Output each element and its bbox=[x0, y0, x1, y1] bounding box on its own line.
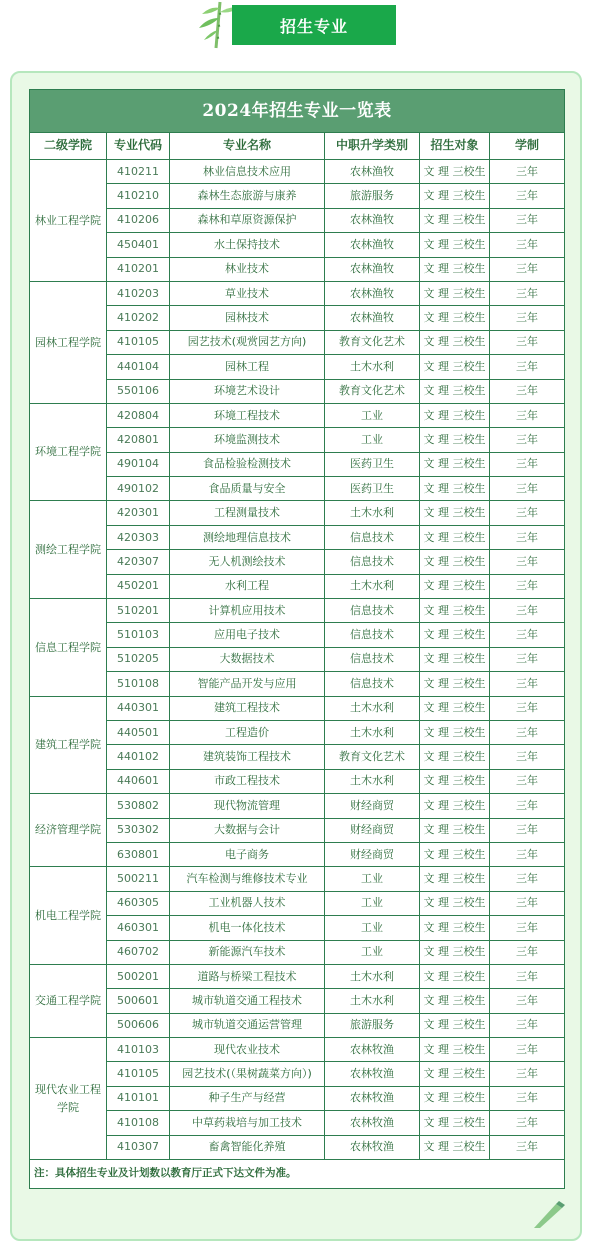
duration: 三年 bbox=[490, 550, 565, 574]
major-name: 城市轨道交通运营管理 bbox=[170, 1013, 325, 1037]
major-name: 环境工程技术 bbox=[170, 403, 325, 427]
duration: 三年 bbox=[490, 696, 565, 720]
table-row bbox=[30, 867, 565, 891]
category: 农林牧渔 bbox=[325, 1111, 420, 1135]
table-row bbox=[30, 501, 565, 525]
college-name: 经济管理学院 bbox=[30, 794, 107, 867]
target: 文 理 三校生 bbox=[420, 403, 490, 427]
duration: 三年 bbox=[490, 672, 565, 696]
major-code: 420801 bbox=[107, 428, 170, 452]
major-name: 工程测量技术 bbox=[170, 501, 325, 525]
table-row bbox=[30, 233, 565, 257]
target: 文 理 三校生 bbox=[420, 867, 490, 891]
table-row bbox=[30, 745, 565, 769]
category: 信息技术 bbox=[325, 550, 420, 574]
table-row bbox=[30, 428, 565, 452]
table-row bbox=[30, 818, 565, 842]
major-code: 440501 bbox=[107, 720, 170, 744]
target: 文 理 三校生 bbox=[420, 1086, 490, 1110]
duration: 三年 bbox=[490, 306, 565, 330]
duration: 三年 bbox=[490, 1013, 565, 1037]
target: 文 理 三校生 bbox=[420, 1013, 490, 1037]
category: 信息技术 bbox=[325, 623, 420, 647]
major-name: 森林生态旅游与康养 bbox=[170, 184, 325, 208]
duration: 三年 bbox=[490, 964, 565, 988]
category: 工业 bbox=[325, 916, 420, 940]
major-code: 450201 bbox=[107, 574, 170, 598]
category: 土木水利 bbox=[325, 696, 420, 720]
duration: 三年 bbox=[490, 355, 565, 379]
major-code: 460301 bbox=[107, 916, 170, 940]
major-name: 大数据与会计 bbox=[170, 818, 325, 842]
college-name: 园林工程学院 bbox=[30, 281, 107, 403]
category: 农林渔牧 bbox=[325, 208, 420, 232]
duration: 三年 bbox=[490, 452, 565, 476]
duration: 三年 bbox=[490, 501, 565, 525]
target: 文 理 三校生 bbox=[420, 306, 490, 330]
category: 土木水利 bbox=[325, 720, 420, 744]
major-name: 现代农业技术 bbox=[170, 1038, 325, 1062]
major-name: 现代物流管理 bbox=[170, 794, 325, 818]
target: 文 理 三校生 bbox=[420, 769, 490, 793]
major-code: 460305 bbox=[107, 891, 170, 915]
category: 土木水利 bbox=[325, 355, 420, 379]
category: 农林渔牧 bbox=[325, 257, 420, 281]
table-row bbox=[30, 330, 565, 354]
category: 教育文化艺术 bbox=[325, 379, 420, 403]
major-code: 530802 bbox=[107, 794, 170, 818]
major-name: 计算机应用技术 bbox=[170, 599, 325, 623]
table-row bbox=[30, 1062, 565, 1086]
major-name: 食品检验检测技术 bbox=[170, 452, 325, 476]
table-row bbox=[30, 257, 565, 281]
category: 农林牧渔 bbox=[325, 1038, 420, 1062]
major-code: 410101 bbox=[107, 1086, 170, 1110]
duration: 三年 bbox=[490, 330, 565, 354]
major-name: 园艺技术(观赏园艺方向) bbox=[170, 330, 325, 354]
major-code: 410201 bbox=[107, 257, 170, 281]
college-name: 建筑工程学院 bbox=[30, 696, 107, 794]
duration: 三年 bbox=[490, 525, 565, 549]
target: 文 理 三校生 bbox=[420, 1062, 490, 1086]
major-name: 建筑装饰工程技术 bbox=[170, 745, 325, 769]
major-code: 410103 bbox=[107, 1038, 170, 1062]
table-note: 注：具体招生专业及计划数以教育厅正式下达文件为准。 bbox=[30, 1160, 565, 1189]
category: 教育文化艺术 bbox=[325, 330, 420, 354]
duration: 三年 bbox=[490, 745, 565, 769]
duration: 三年 bbox=[490, 257, 565, 281]
table-row bbox=[30, 769, 565, 793]
category: 农林牧渔 bbox=[325, 1062, 420, 1086]
target: 文 理 三校生 bbox=[420, 623, 490, 647]
duration: 三年 bbox=[490, 379, 565, 403]
major-code: 410307 bbox=[107, 1135, 170, 1159]
col-header-target: 招生对象 bbox=[420, 133, 490, 160]
major-code: 460702 bbox=[107, 940, 170, 964]
category: 农林牧渔 bbox=[325, 1135, 420, 1159]
table-row bbox=[30, 891, 565, 915]
category: 土木水利 bbox=[325, 989, 420, 1013]
major-name: 市政工程技术 bbox=[170, 769, 325, 793]
table-row bbox=[30, 208, 565, 232]
category: 土木水利 bbox=[325, 501, 420, 525]
duration: 三年 bbox=[490, 623, 565, 647]
college-name: 林业工程学院 bbox=[30, 160, 107, 282]
target: 文 理 三校生 bbox=[420, 355, 490, 379]
college-name: 机电工程学院 bbox=[30, 867, 107, 965]
target: 文 理 三校生 bbox=[420, 160, 490, 184]
category: 土木水利 bbox=[325, 964, 420, 988]
duration: 三年 bbox=[490, 403, 565, 427]
major-code: 530302 bbox=[107, 818, 170, 842]
col-header-college: 二级学院 bbox=[30, 133, 107, 160]
duration: 三年 bbox=[490, 184, 565, 208]
duration: 三年 bbox=[490, 1062, 565, 1086]
target: 文 理 三校生 bbox=[420, 281, 490, 305]
table-row bbox=[30, 842, 565, 866]
target: 文 理 三校生 bbox=[420, 330, 490, 354]
table-row bbox=[30, 306, 565, 330]
section-badge: 招生专业 bbox=[232, 5, 396, 45]
major-name: 道路与桥梁工程技术 bbox=[170, 964, 325, 988]
major-name: 汽车检测与维修技术专业 bbox=[170, 867, 325, 891]
duration: 三年 bbox=[490, 1111, 565, 1135]
table-row bbox=[30, 794, 565, 818]
major-name: 林业技术 bbox=[170, 257, 325, 281]
header-banner bbox=[0, 0, 596, 60]
category: 旅游服务 bbox=[325, 184, 420, 208]
target: 文 理 三校生 bbox=[420, 208, 490, 232]
duration: 三年 bbox=[490, 989, 565, 1013]
table-row bbox=[30, 599, 565, 623]
table-row bbox=[30, 916, 565, 940]
major-code: 490102 bbox=[107, 477, 170, 501]
table-row bbox=[30, 403, 565, 427]
major-code: 510205 bbox=[107, 647, 170, 671]
table-row bbox=[30, 1135, 565, 1159]
major-code: 490104 bbox=[107, 452, 170, 476]
target: 文 理 三校生 bbox=[420, 696, 490, 720]
col-header-major: 专业名称 bbox=[170, 133, 325, 160]
major-code: 630801 bbox=[107, 842, 170, 866]
major-code: 440104 bbox=[107, 355, 170, 379]
target: 文 理 三校生 bbox=[420, 720, 490, 744]
target: 文 理 三校生 bbox=[420, 379, 490, 403]
target: 文 理 三校生 bbox=[420, 818, 490, 842]
major-code: 510201 bbox=[107, 599, 170, 623]
duration: 三年 bbox=[490, 891, 565, 915]
major-code: 410211 bbox=[107, 160, 170, 184]
major-name: 机电一体化技术 bbox=[170, 916, 325, 940]
category: 农林渔牧 bbox=[325, 306, 420, 330]
target: 文 理 三校生 bbox=[420, 477, 490, 501]
table-row bbox=[30, 647, 565, 671]
duration: 三年 bbox=[490, 720, 565, 744]
category: 信息技术 bbox=[325, 672, 420, 696]
target: 文 理 三校生 bbox=[420, 574, 490, 598]
major-code: 440102 bbox=[107, 745, 170, 769]
duration: 三年 bbox=[490, 1038, 565, 1062]
major-name: 建筑工程技术 bbox=[170, 696, 325, 720]
major-code: 420307 bbox=[107, 550, 170, 574]
major-name: 园艺技术(（果树蔬菜方向）) bbox=[170, 1062, 325, 1086]
major-name: 智能产品开发与应用 bbox=[170, 672, 325, 696]
major-code: 410105 bbox=[107, 330, 170, 354]
target: 文 理 三校生 bbox=[420, 891, 490, 915]
major-name: 园林技术 bbox=[170, 306, 325, 330]
major-code: 500211 bbox=[107, 867, 170, 891]
table-title: 2024年招生专业一览表 bbox=[30, 90, 565, 133]
table-row bbox=[30, 940, 565, 964]
target: 文 理 三校生 bbox=[420, 233, 490, 257]
target: 文 理 三校生 bbox=[420, 1111, 490, 1135]
target: 文 理 三校生 bbox=[420, 647, 490, 671]
table-row bbox=[30, 1086, 565, 1110]
major-name: 水土保持技术 bbox=[170, 233, 325, 257]
category: 信息技术 bbox=[325, 647, 420, 671]
duration: 三年 bbox=[490, 599, 565, 623]
duration: 三年 bbox=[490, 940, 565, 964]
table-row bbox=[30, 452, 565, 476]
duration: 三年 bbox=[490, 574, 565, 598]
table-row bbox=[30, 525, 565, 549]
major-name: 测绘地理信息技术 bbox=[170, 525, 325, 549]
category: 医药卫生 bbox=[325, 477, 420, 501]
duration: 三年 bbox=[490, 1135, 565, 1159]
major-name: 畜禽智能化养殖 bbox=[170, 1135, 325, 1159]
major-name: 电子商务 bbox=[170, 842, 325, 866]
major-code: 420804 bbox=[107, 403, 170, 427]
target: 文 理 三校生 bbox=[420, 184, 490, 208]
table-row bbox=[30, 623, 565, 647]
target: 文 理 三校生 bbox=[420, 842, 490, 866]
major-code: 510103 bbox=[107, 623, 170, 647]
duration: 三年 bbox=[490, 818, 565, 842]
target: 文 理 三校生 bbox=[420, 599, 490, 623]
category: 财经商贸 bbox=[325, 794, 420, 818]
major-code: 410108 bbox=[107, 1111, 170, 1135]
major-code: 440301 bbox=[107, 696, 170, 720]
major-name: 森林和草原资源保护 bbox=[170, 208, 325, 232]
category: 工业 bbox=[325, 867, 420, 891]
major-name: 大数据技术 bbox=[170, 647, 325, 671]
target: 文 理 三校生 bbox=[420, 501, 490, 525]
major-code: 500601 bbox=[107, 989, 170, 1013]
major-code: 410210 bbox=[107, 184, 170, 208]
major-name: 水利工程 bbox=[170, 574, 325, 598]
college-name: 交通工程学院 bbox=[30, 964, 107, 1037]
category: 财经商贸 bbox=[325, 818, 420, 842]
target: 文 理 三校生 bbox=[420, 525, 490, 549]
category: 工业 bbox=[325, 891, 420, 915]
category: 工业 bbox=[325, 940, 420, 964]
target: 文 理 三校生 bbox=[420, 550, 490, 574]
table-row bbox=[30, 281, 565, 305]
duration: 三年 bbox=[490, 208, 565, 232]
target: 文 理 三校生 bbox=[420, 964, 490, 988]
duration: 三年 bbox=[490, 428, 565, 452]
college-name: 信息工程学院 bbox=[30, 599, 107, 697]
table-header-row bbox=[30, 133, 565, 160]
table-row bbox=[30, 672, 565, 696]
category: 农林牧渔 bbox=[325, 1086, 420, 1110]
table-row bbox=[30, 1038, 565, 1062]
major-code: 410203 bbox=[107, 281, 170, 305]
table-row bbox=[30, 550, 565, 574]
major-name: 应用电子技术 bbox=[170, 623, 325, 647]
table-row bbox=[30, 477, 565, 501]
duration: 三年 bbox=[490, 281, 565, 305]
table-row bbox=[30, 379, 565, 403]
major-code: 420303 bbox=[107, 525, 170, 549]
category: 旅游服务 bbox=[325, 1013, 420, 1037]
category: 工业 bbox=[325, 428, 420, 452]
category: 信息技术 bbox=[325, 599, 420, 623]
category: 财经商贸 bbox=[325, 842, 420, 866]
col-header-code: 专业代码 bbox=[107, 133, 170, 160]
major-name: 种子生产与经营 bbox=[170, 1086, 325, 1110]
category: 土木水利 bbox=[325, 769, 420, 793]
table-row bbox=[30, 696, 565, 720]
target: 文 理 三校生 bbox=[420, 916, 490, 940]
target: 文 理 三校生 bbox=[420, 452, 490, 476]
major-name: 工业机器人技术 bbox=[170, 891, 325, 915]
majors-table-container bbox=[29, 89, 564, 1189]
table-row bbox=[30, 720, 565, 744]
table-body bbox=[30, 160, 565, 1160]
target: 文 理 三校生 bbox=[420, 1135, 490, 1159]
major-code: 440601 bbox=[107, 769, 170, 793]
major-name: 环境艺术设计 bbox=[170, 379, 325, 403]
category: 教育文化艺术 bbox=[325, 745, 420, 769]
col-header-duration: 学制 bbox=[490, 133, 565, 160]
table-row bbox=[30, 160, 565, 184]
category: 土木水利 bbox=[325, 574, 420, 598]
target: 文 理 三校生 bbox=[420, 745, 490, 769]
major-name: 无人机测绘技术 bbox=[170, 550, 325, 574]
pencil-icon bbox=[528, 1198, 568, 1228]
major-code: 450401 bbox=[107, 233, 170, 257]
major-name: 食品质量与安全 bbox=[170, 477, 325, 501]
major-name: 城市轨道交通工程技术 bbox=[170, 989, 325, 1013]
duration: 三年 bbox=[490, 477, 565, 501]
major-name: 园林工程 bbox=[170, 355, 325, 379]
major-code: 410105 bbox=[107, 1062, 170, 1086]
table-row bbox=[30, 574, 565, 598]
college-name: 测绘工程学院 bbox=[30, 501, 107, 599]
duration: 三年 bbox=[490, 867, 565, 891]
major-code: 510108 bbox=[107, 672, 170, 696]
target: 文 理 三校生 bbox=[420, 428, 490, 452]
major-code: 410206 bbox=[107, 208, 170, 232]
duration: 三年 bbox=[490, 794, 565, 818]
category: 农林渔牧 bbox=[325, 281, 420, 305]
duration: 三年 bbox=[490, 842, 565, 866]
major-name: 草业技术 bbox=[170, 281, 325, 305]
target: 文 理 三校生 bbox=[420, 1038, 490, 1062]
target: 文 理 三校生 bbox=[420, 794, 490, 818]
major-name: 新能源汽车技术 bbox=[170, 940, 325, 964]
major-code: 420301 bbox=[107, 501, 170, 525]
target: 文 理 三校生 bbox=[420, 989, 490, 1013]
major-name: 中草药栽培与加工技术 bbox=[170, 1111, 325, 1135]
table-row bbox=[30, 1111, 565, 1135]
duration: 三年 bbox=[490, 233, 565, 257]
target: 文 理 三校生 bbox=[420, 257, 490, 281]
major-code: 550106 bbox=[107, 379, 170, 403]
table-row bbox=[30, 989, 565, 1013]
major-code: 410202 bbox=[107, 306, 170, 330]
major-code: 500201 bbox=[107, 964, 170, 988]
major-name: 工程造价 bbox=[170, 720, 325, 744]
major-code: 500606 bbox=[107, 1013, 170, 1037]
college-name: 环境工程学院 bbox=[30, 403, 107, 501]
col-header-category: 中职升学类别 bbox=[325, 133, 420, 160]
duration: 三年 bbox=[490, 916, 565, 940]
duration: 三年 bbox=[490, 647, 565, 671]
category: 农林渔牧 bbox=[325, 233, 420, 257]
table-row bbox=[30, 184, 565, 208]
duration: 三年 bbox=[490, 1086, 565, 1110]
category: 农林渔牧 bbox=[325, 160, 420, 184]
majors-table bbox=[29, 89, 565, 1189]
duration: 三年 bbox=[490, 769, 565, 793]
table-row bbox=[30, 964, 565, 988]
major-name: 林业信息技术应用 bbox=[170, 160, 325, 184]
category: 医药卫生 bbox=[325, 452, 420, 476]
category: 工业 bbox=[325, 403, 420, 427]
table-row bbox=[30, 1013, 565, 1037]
target: 文 理 三校生 bbox=[420, 672, 490, 696]
duration: 三年 bbox=[490, 160, 565, 184]
table-row bbox=[30, 355, 565, 379]
target: 文 理 三校生 bbox=[420, 940, 490, 964]
category: 信息技术 bbox=[325, 525, 420, 549]
college-name: 现代农业工程学院 bbox=[30, 1038, 107, 1160]
major-name: 环境监测技术 bbox=[170, 428, 325, 452]
